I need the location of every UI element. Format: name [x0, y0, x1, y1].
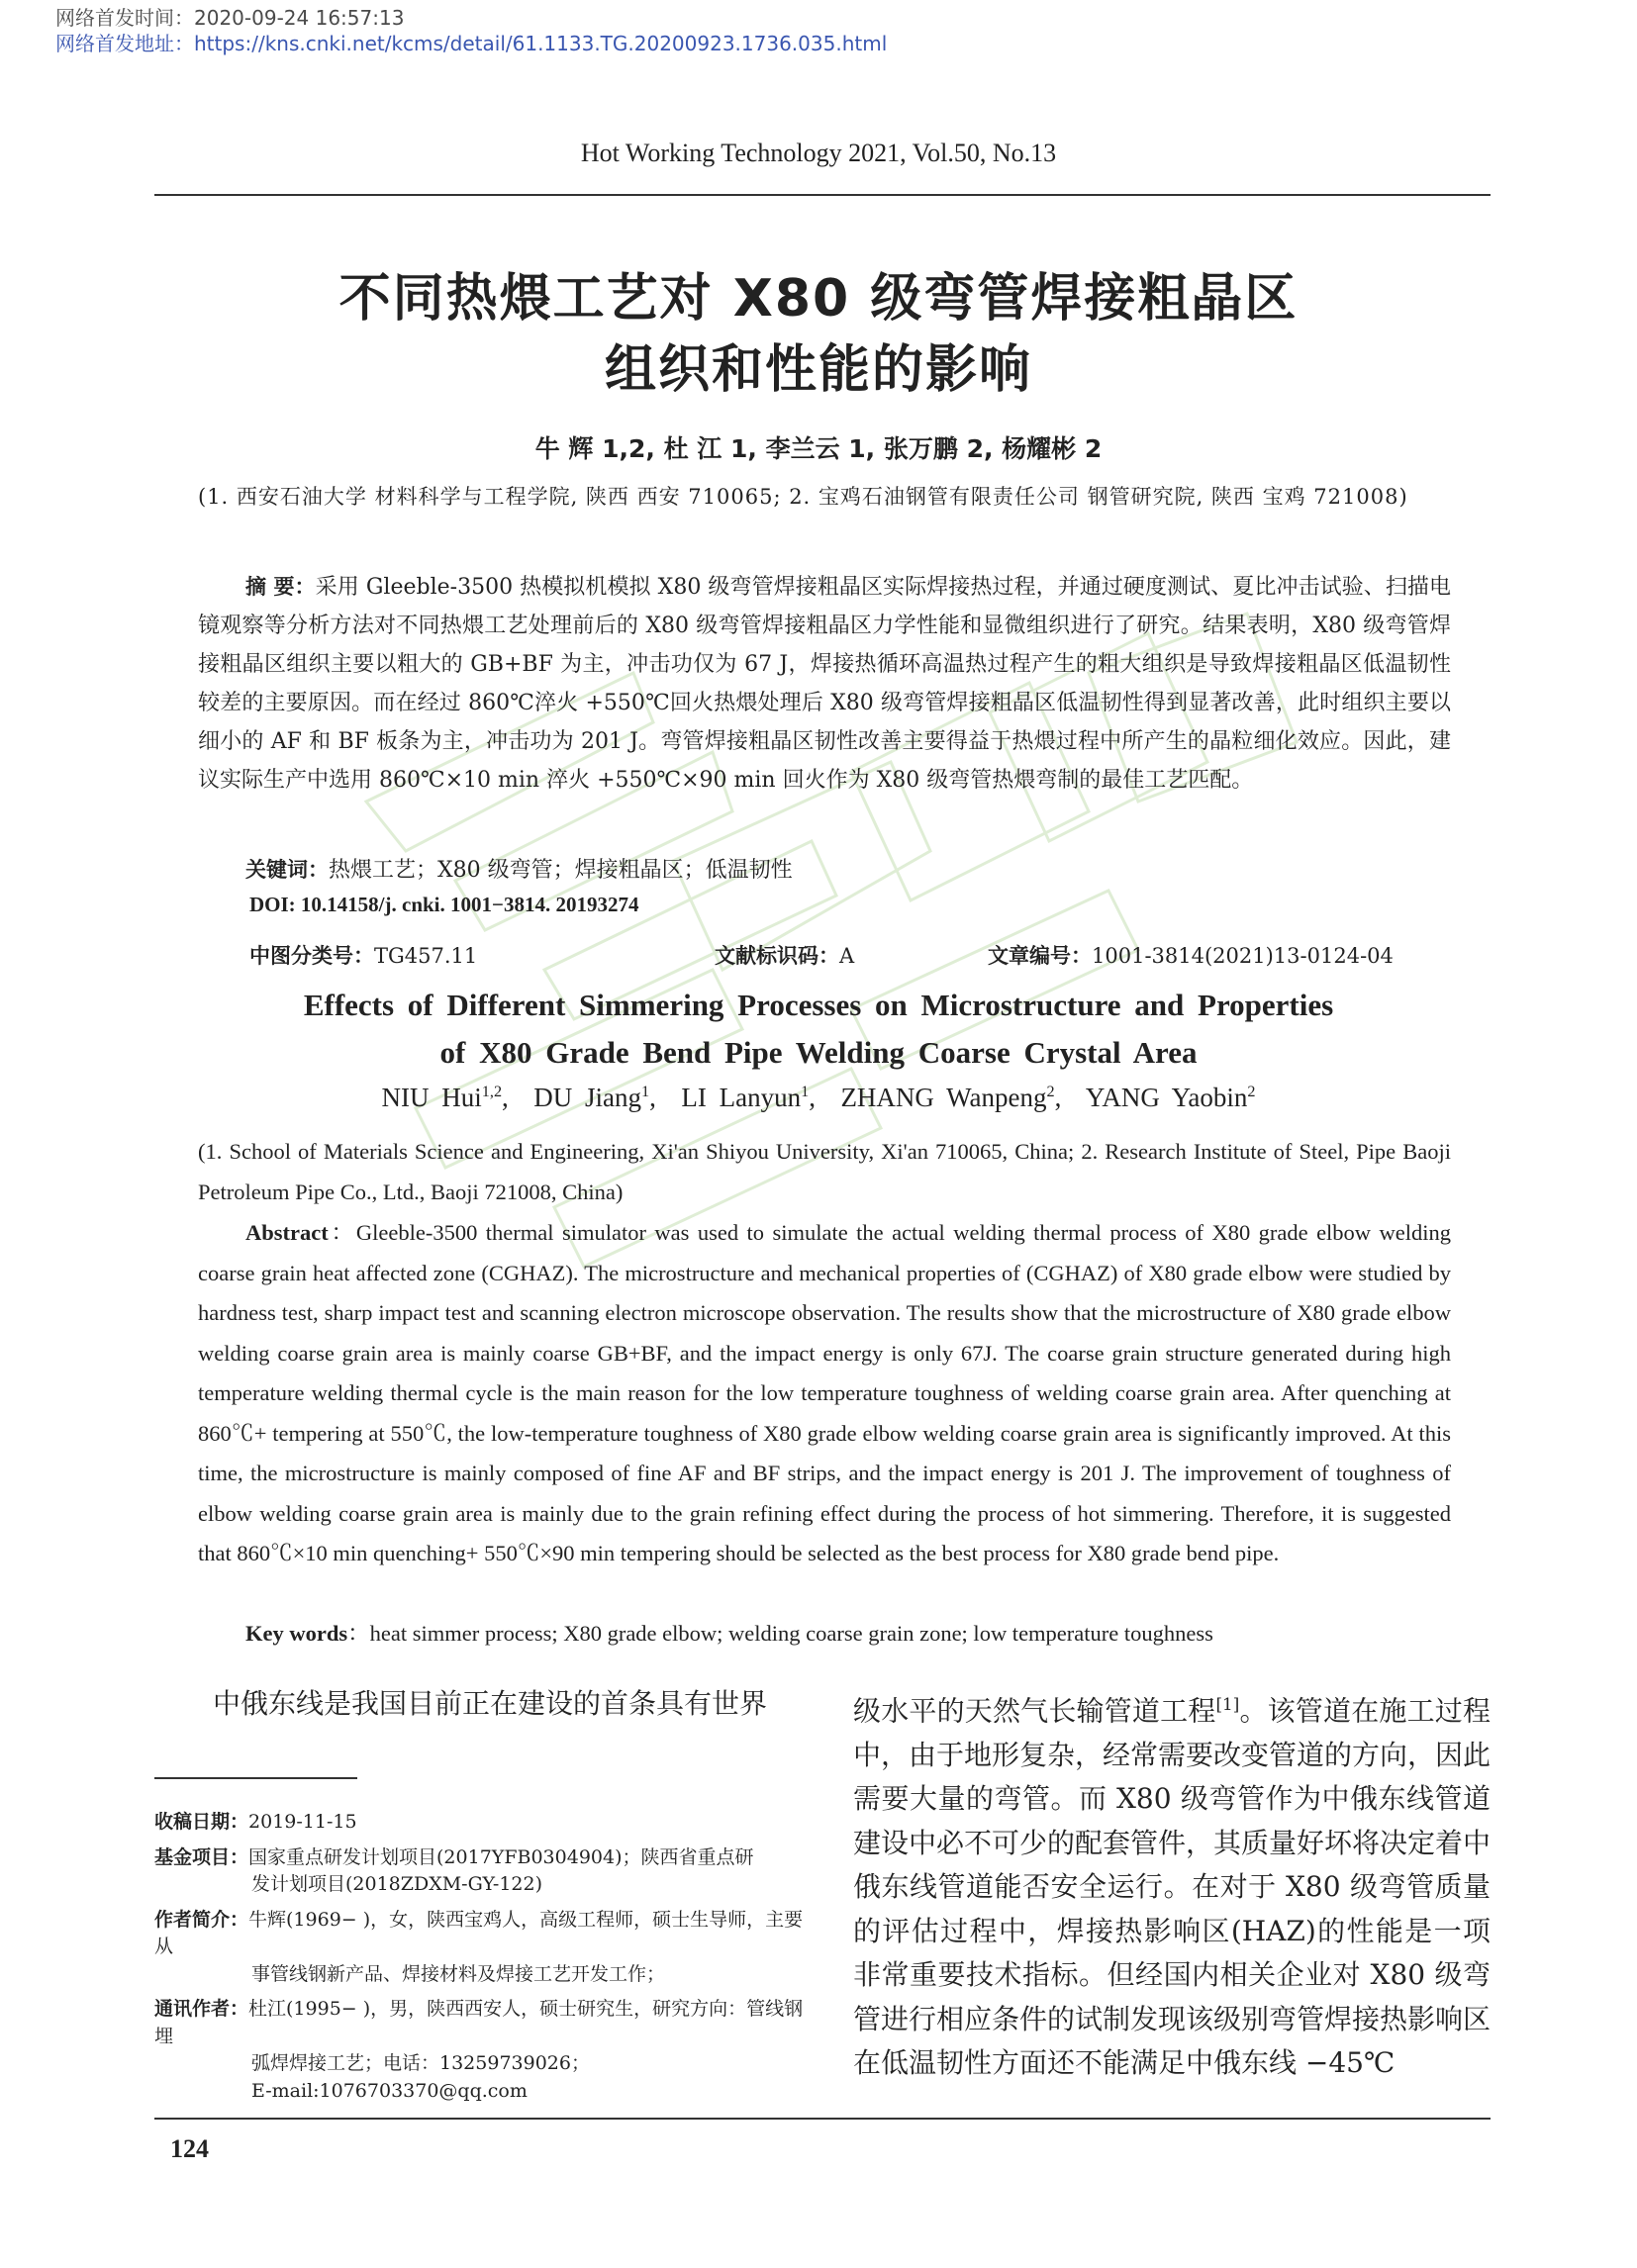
keywords-en-text: heat simmer process; X80 grade elbow; welding coarse grain zone; low temperature toughness — [369, 1621, 1213, 1646]
footnote-author: 作者简介：牛辉(1969− )，女，陕西宝鸡人，高级工程师，硕士生导师，主要从 — [154, 1908, 804, 1957]
doi: DOI: 10.14158/j. cnki. 1001−3814. 20193274 — [249, 893, 639, 916]
footnote-fund: 基金项目：国家重点研发计划项目(2017YFB0304904)；陕西省重点研 — [154, 1845, 754, 1868]
affiliation-cn: (1. 西安石油大学 材料科学与工程学院, 陕西 西安 710065; 2. 宝鸡石油钢管有限责任公司 钢管研究院, 陕西 宝鸡 721008) — [198, 485, 1408, 509]
footnotes: 收稿日期：2019-11-15 基金项目：国家重点研发计划项目(2017YFB0304904)；陕西省重点研 发计划项目(2018ZDXM-GY-122) 作者简介：牛辉(1969− )，女，陕西宝鸡人，高级工程师，硕士生导师，主要从 事管线钢新产品、焊接材料及焊接工艺开发工作； 通讯作者：杜江(1995− )，男，陕西西安人，硕士研究生，研究方向：管线钢埋 弧焊焊接工艺；电话：13259739026； E-mail:1076703370@qq.com — [154, 1809, 808, 2105]
page-number: 124 — [170, 2134, 209, 2163]
abstract-cn-label: 摘 要： — [245, 575, 316, 599]
citation-ref[interactable]: [1] — [1215, 1694, 1240, 1714]
footnote-received: 收稿日期：2019-11-15 — [154, 1811, 357, 1833]
body-right-column: 级水平的天然气长输管道工程[1]。该管道在施工过程中，由于地形复杂，经常需要改变管道的方向，因此需要大量的弯管。而 X80 级弯管作为中俄东线管道建设中必不可少的配套管件，其质量好坏将决定着中俄东线管道能否安全运行。在对于 X80 级弯管质量的评估过程中，焊接热影响区(HAZ)的性能是一项非常重要技术指标。但经国内相关企业对 X80 级弯管进行相应条件的试制发现该级别弯管焊接热影响区在低温韧性方面还不能满足中俄东线 −45℃ — [853, 1694, 1492, 2080]
abstract-en-text: Gleeble-3500 thermal simulator was used to simulate the actual welding thermal process of X80 grade elbow welding coarse grain heat affected zone (CGHAZ). The microstructure and mechanical properties of (CGHAZ) of X80 grade elbow were studied by hardness test, sharp impact test and scanning electron microscope observation. The results show that the microstructure of X80 grade elbow welding coarse grain area is mainly coarse GB+BF, and the impact energy is only 67J. The coarse grain structure generated during high temperature welding thermal cycle is the main reason for the low temperature toughness of welding coarse grain area. After quenching at 860℃+ tempering at 550℃, the low-temperature toughness of X80 grade elbow welding coarse grain area is significantly improved. At this time, the microstructure is mainly composed of fine AF and BF strips, and the impact energy is 201 J. The improvement of toughness of elbow welding coarse grain area is mainly due to the grain refining effect during the process of hot simmering. Therefore, it is suggested that 860℃×10 min quenching+ 550℃×90 min tempering should be selected as the best process for X80 grade bend pipe. — [198, 1220, 1451, 1565]
keywords-en: Key words：heat simmer process; X80 grade elbow; welding coarse grain zone; low temperature toughness — [245, 1621, 1213, 1646]
keywords-cn — [198, 851, 1451, 890]
document-code: 文献标识码：A — [715, 944, 855, 968]
abstract-en: Abstract：Gleeble-3500 thermal simulator was used to simulate the actual welding thermal process of X80 grade elbow welding coarse grain heat affected zone (CGHAZ). The microstructure and mechanical properties of (CGHAZ) of X80 grade elbow were studied by hardness test, sharp impact test and scanning electron microscope observation. The results show that the microstructure of X80 grade elbow welding coarse grain area is mainly coarse GB+BF, and the impact energy is only 67J. The coarse grain structure generated during high temperature welding thermal cycle is the main reason for the low temperature toughness of welding coarse grain area. After quenching at 860℃+ tempering at 550℃, the low-temperature toughness of X80 grade elbow welding coarse grain area is significantly improved. At this time, the microstructure is mainly composed of fine AF and BF strips, and the impact energy is 201 J. The improvement of toughness of elbow welding coarse grain area is mainly due to the grain refining effect during the process of hot simmering. Therefore, it is suggested that 860℃×10 min quenching+ 550℃×90 min tempering should be selected as the best process for X80 grade bend pipe. — [198, 1220, 1451, 1565]
title-cn-line2: 组织和性能的影响 — [604, 340, 1032, 400]
abstract-cn-text: 采用 Gleeble-3500 热模拟机模拟 X80 级弯管焊接粗晶区实际焊接热过程，并通过硬度测试、夏比冲击试验、扫描电镜观察等分析方法对不同热煨工艺处理前后的 X80 级弯管焊接粗晶区力学性能和显微组织进行了研究。结果表明，X80 级弯管焊接粗晶区组织主要以粗大的 GB+BF 为主，冲击功仅为 67 J，焊接热循环高温热过程产生的粗大组织是导致焊接粗晶区低温韧性较差的主要原因。而在经过 860℃淬火 +550℃回火热煨处理后 X80 级弯管焊接粗晶区低温韧性得到显著改善，此时组织主要以细小的 AF 和 BF 板条为主，冲击功为 201 J。弯管焊接粗晶区韧性改善主要得益于热煨过程中所产生的晶粒细化效应。因此，建议实际生产中选用 860℃×10 min 淬火 +550℃×90 min 回火作为 X80 级弯管热煨弯制的最佳工艺匹配。 — [198, 575, 1451, 793]
cnki-publish-time: 网络首发时间：2020-09-24 16:57:13 — [55, 6, 405, 30]
footnote-corresponding: 通讯作者：杜江(1995− )，男，陕西西安人，硕士研究生，研究方向：管线钢埋 — [154, 1998, 804, 2047]
authors-cn: 牛 辉 1,2, 杜 江 1, 李兰云 1, 张万鹏 2, 杨耀彬 2 — [534, 434, 1103, 463]
cnki-url-link[interactable]: https://kns.cnki.net/kcms/detail/61.1133.TG.20200923.1736.035.html — [194, 32, 888, 55]
footer-rule — [154, 2118, 1491, 2120]
authors-en: NIU Hui$^{1,2}$, DU Jiang$^1$, LI Lanyun$^1$, ZHANG Wanpeng$^2$, YANG Yaobin$^2$ — [381, 1083, 1256, 1112]
affiliation-en: (1. School of Materials Science and Engineering, Xi'an Shiyou University, Xi'an 710065, China; 2. Research Institute of Steel, Pipe Baoji Petroleum Pipe Co., Ltd., Baoji 721008, China) — [198, 1139, 1451, 1204]
title-cn-line1: 不同热煨工艺对 X80 级弯管焊接粗晶区 — [338, 269, 1299, 329]
keywords-cn-label: 关键词： — [245, 858, 329, 882]
cnki-publish-url: 网络首发地址：https://kns.cnki.net/kcms/detail/61.1133.TG.20200923.1736.035.html — [55, 32, 888, 55]
abstract-en-label: Abstract — [245, 1220, 329, 1245]
keywords-cn-text: 热煨工艺；X80 级弯管；焊接粗晶区；低温韧性 — [329, 858, 793, 883]
keywords-en-label: Key words — [245, 1621, 348, 1646]
clc-number: 中图分类号：TG457.11 — [249, 944, 478, 968]
article-number: 文章编号：1001-3814(2021)13-0124-04 — [988, 944, 1394, 968]
corresponding-email[interactable]: E-mail:1076703370@qq.com — [251, 2079, 528, 2102]
title-en-line1: Effects of Different Simmering Processes on Microstructure and Properties — [303, 988, 1334, 1022]
journal-header: Hot Working Technology 2021, Vol.50, No.13 — [580, 139, 1057, 167]
header-rule — [154, 194, 1491, 196]
title-en-line2: of X80 Grade Bend Pipe Welding Coarse Crystal Area — [439, 1035, 1198, 1070]
abstract-cn — [198, 568, 1451, 800]
footnote-rule — [154, 1777, 357, 1779]
body-left-column: 中俄东线是我国目前正在建设的首条具有世界 — [213, 1687, 768, 1720]
